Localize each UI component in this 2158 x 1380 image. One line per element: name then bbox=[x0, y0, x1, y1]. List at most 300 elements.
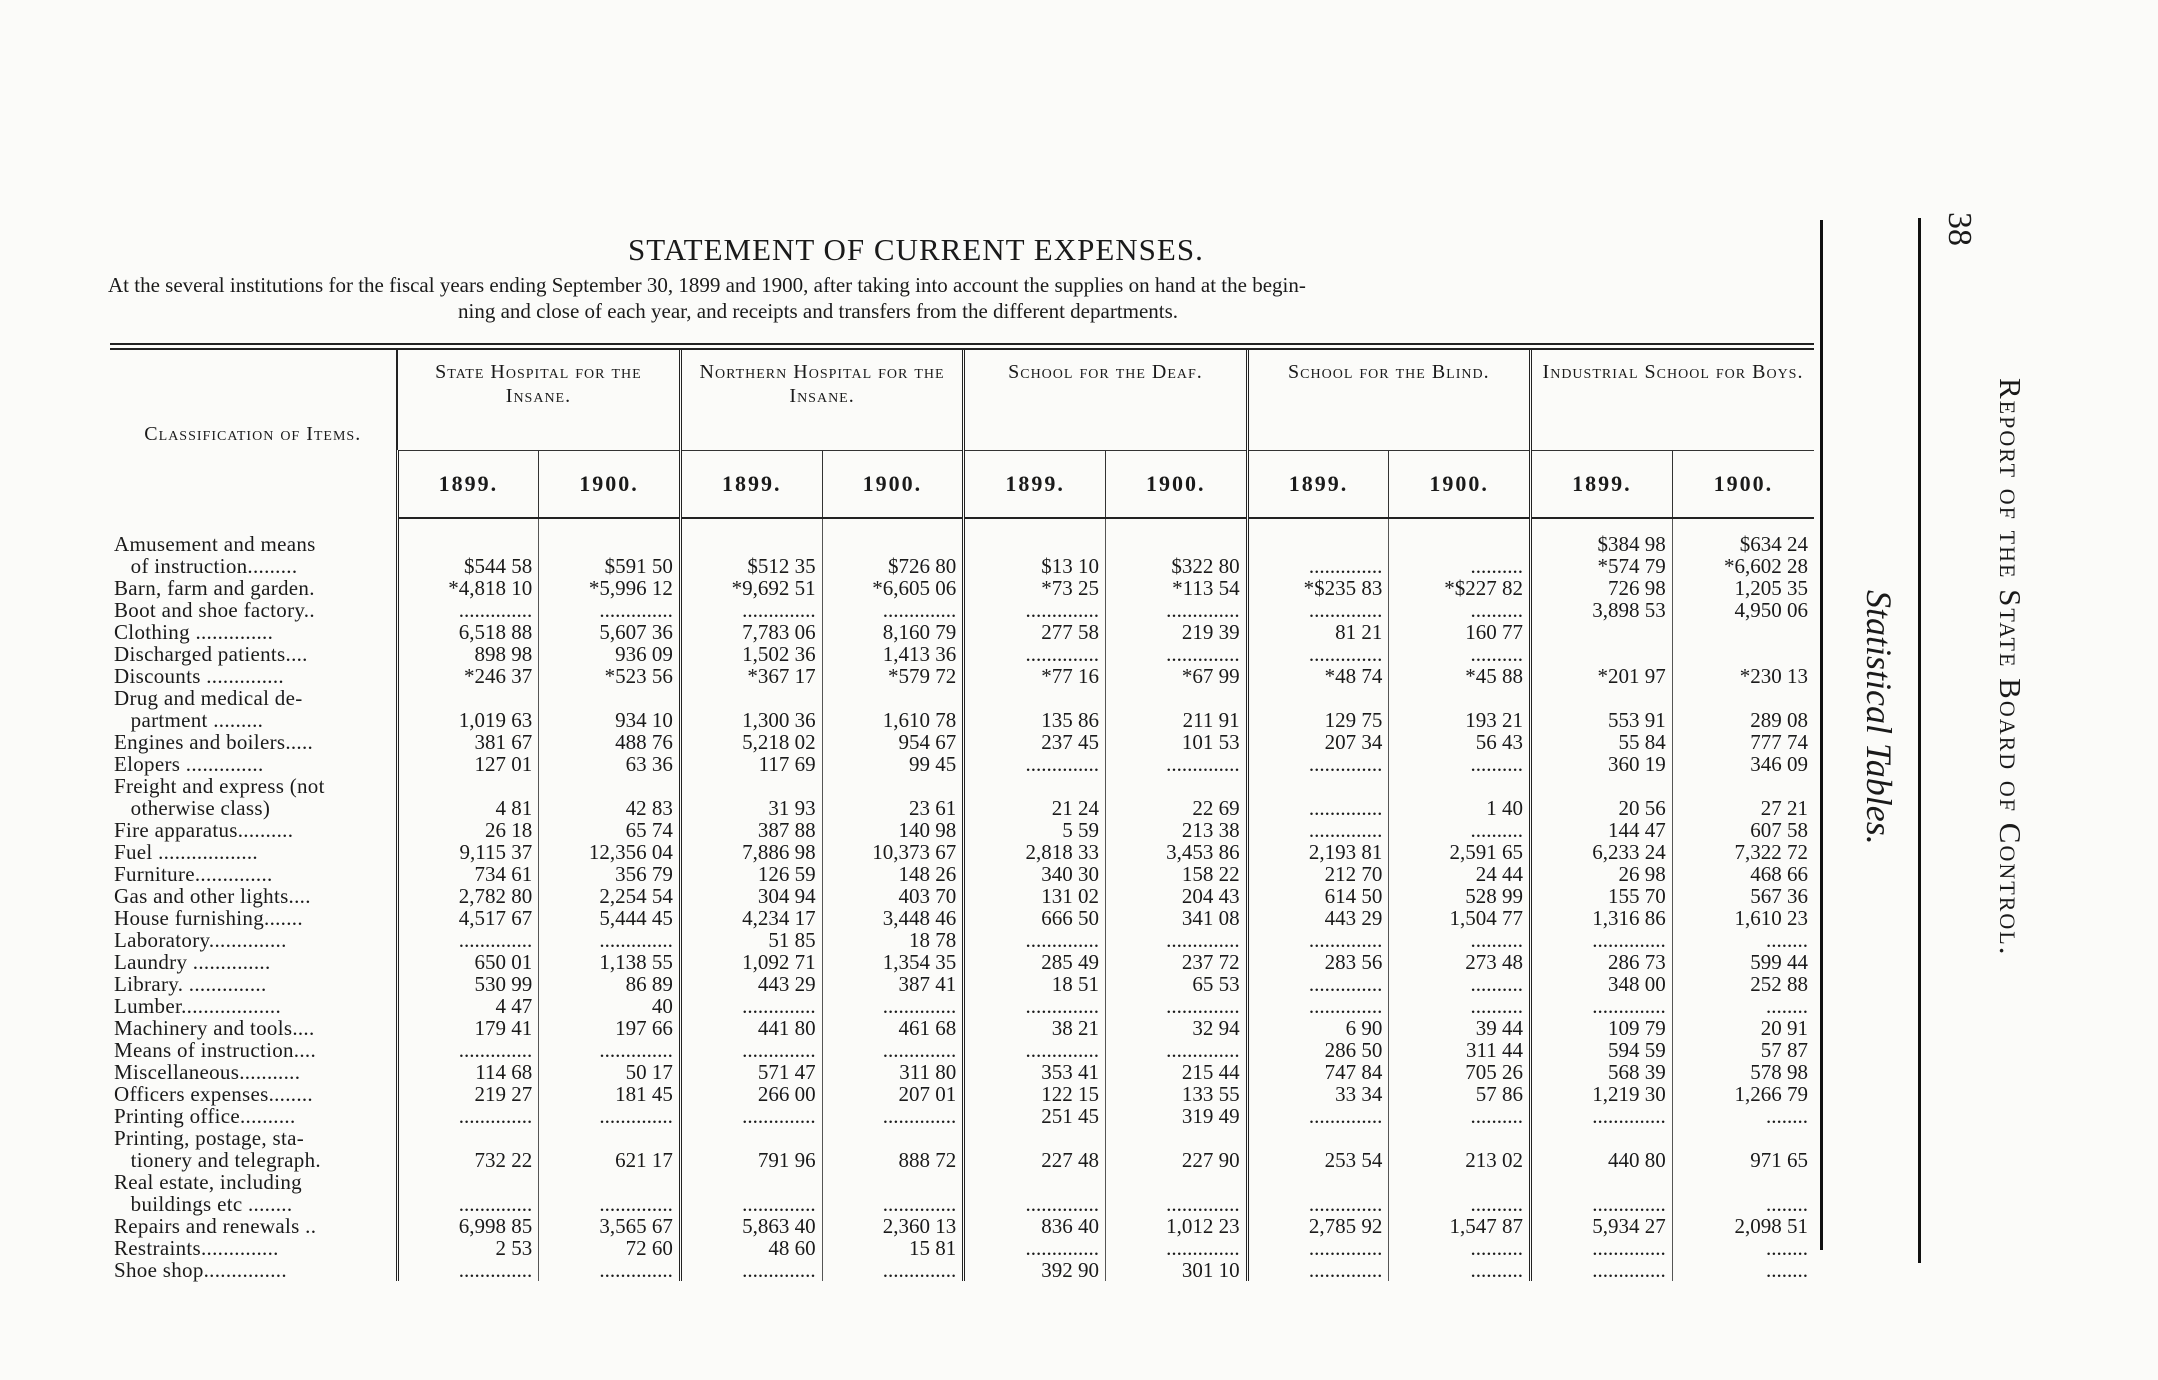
value-cell bbox=[1672, 621, 1814, 643]
table-row bbox=[110, 863, 1814, 885]
value-cell: 50 17 bbox=[539, 1061, 681, 1083]
value-cell: 109 79 bbox=[1531, 1017, 1673, 1039]
value-cell: 553 91 bbox=[1531, 709, 1673, 731]
value-cell: 971 65 bbox=[1672, 1149, 1814, 1171]
value-cell: 63 36 bbox=[539, 753, 681, 775]
value-cell bbox=[1531, 643, 1673, 665]
value-cell: 1,610 78 bbox=[822, 709, 964, 731]
value-cell: 732 22 bbox=[397, 1149, 539, 1171]
value-cell: 1,413 36 bbox=[822, 643, 964, 665]
row-label: Engines and boilers..... bbox=[114, 730, 314, 754]
value-cell: 2,098 51 bbox=[1672, 1215, 1814, 1237]
row-label: Miscellaneous........... bbox=[114, 1060, 301, 1084]
value-cell: 5,863 40 bbox=[680, 1215, 822, 1237]
value-cell bbox=[1672, 687, 1814, 709]
value-cell: 31 93 bbox=[680, 797, 822, 819]
value-cell: 10,373 67 bbox=[822, 841, 964, 863]
value-cell: 381 67 bbox=[397, 731, 539, 753]
value-cell bbox=[680, 775, 822, 797]
expenses-table bbox=[110, 350, 1814, 1281]
value-cell: ........ bbox=[1672, 995, 1814, 1017]
value-cell: .............. bbox=[1247, 1105, 1389, 1127]
value-cell: 888 72 bbox=[822, 1149, 964, 1171]
value-cell: .............. bbox=[1105, 643, 1247, 665]
value-cell: 461 68 bbox=[822, 1017, 964, 1039]
row-label: Furniture.............. bbox=[114, 862, 273, 886]
row-label: Amusement and means bbox=[114, 532, 316, 556]
value-cell: 127 01 bbox=[397, 753, 539, 775]
value-cell: 348 00 bbox=[1531, 973, 1673, 995]
year-header: 1899. bbox=[964, 451, 1106, 519]
table-row bbox=[110, 665, 1814, 687]
value-cell: 2,818 33 bbox=[964, 841, 1106, 863]
value-cell bbox=[539, 775, 681, 797]
value-cell: .............. bbox=[539, 1259, 681, 1281]
value-cell: 38 21 bbox=[964, 1017, 1106, 1039]
value-cell bbox=[1247, 687, 1389, 709]
row-label: Fuel .................. bbox=[114, 840, 258, 864]
value-cell: *77 16 bbox=[964, 665, 1106, 687]
value-cell: 20 91 bbox=[1672, 1017, 1814, 1039]
value-cell: 387 41 bbox=[822, 973, 964, 995]
value-cell: 4,234 17 bbox=[680, 907, 822, 929]
value-cell: .............. bbox=[1531, 929, 1673, 951]
value-cell: 1,547 87 bbox=[1389, 1215, 1531, 1237]
value-cell: 1,205 35 bbox=[1672, 577, 1814, 599]
table-row bbox=[110, 951, 1814, 973]
table-row bbox=[110, 1237, 1814, 1259]
value-cell: 57 87 bbox=[1672, 1039, 1814, 1061]
value-cell: 56 43 bbox=[1389, 731, 1531, 753]
value-cell: 468 66 bbox=[1672, 863, 1814, 885]
value-cell: 440 80 bbox=[1531, 1149, 1673, 1171]
value-cell: 403 70 bbox=[822, 885, 964, 907]
table-row bbox=[110, 1215, 1814, 1237]
value-cell: 39 44 bbox=[1389, 1017, 1531, 1039]
row-label: Repairs and renewals .. bbox=[114, 1214, 317, 1238]
value-cell: 227 48 bbox=[964, 1149, 1106, 1171]
value-cell: 1,610 23 bbox=[1672, 907, 1814, 929]
value-cell bbox=[1531, 1171, 1673, 1193]
value-cell: .............. bbox=[1105, 1193, 1247, 1215]
row-label: Boot and shoe factory.. bbox=[114, 598, 315, 622]
subtitle-line-2: ning and close of each year, and receipts and transfers from the different departments. bbox=[458, 299, 1179, 323]
row-label: Barn, farm and garden. bbox=[114, 576, 315, 600]
value-cell: ........ bbox=[1672, 1193, 1814, 1215]
value-cell bbox=[1389, 687, 1531, 709]
value-cell: *4,818 10 bbox=[397, 577, 539, 599]
value-cell: 304 94 bbox=[680, 885, 822, 907]
value-cell: .......... bbox=[1389, 1105, 1531, 1127]
value-cell: 301 10 bbox=[1105, 1259, 1247, 1281]
value-cell: .............. bbox=[1531, 1105, 1673, 1127]
table-row bbox=[110, 907, 1814, 929]
value-cell: .............. bbox=[539, 599, 681, 621]
value-cell: 57 86 bbox=[1389, 1083, 1531, 1105]
table-row bbox=[110, 643, 1814, 665]
row-label: Shoe shop............... bbox=[114, 1258, 287, 1282]
value-cell bbox=[1105, 775, 1247, 797]
table-row bbox=[110, 753, 1814, 775]
value-cell: 215 44 bbox=[1105, 1061, 1247, 1083]
table-row bbox=[110, 731, 1814, 753]
value-cell: 747 84 bbox=[1247, 1061, 1389, 1083]
value-cell: *73 25 bbox=[964, 577, 1106, 599]
value-cell: 934 10 bbox=[539, 709, 681, 731]
value-cell: 2 53 bbox=[397, 1237, 539, 1259]
value-cell: 117 69 bbox=[680, 753, 822, 775]
row-label: otherwise class) bbox=[114, 796, 271, 820]
row-label: Freight and express (not bbox=[114, 774, 325, 798]
value-cell: 705 26 bbox=[1389, 1061, 1531, 1083]
value-cell: .............. bbox=[397, 1039, 539, 1061]
value-cell bbox=[397, 1127, 539, 1149]
value-cell: .............. bbox=[1105, 1039, 1247, 1061]
value-cell: *367 17 bbox=[680, 665, 822, 687]
page-title: STATEMENT OF CURRENT EXPENSES. bbox=[628, 232, 1204, 267]
value-cell: 42 83 bbox=[539, 797, 681, 819]
value-cell: $726 80 bbox=[822, 555, 964, 577]
value-cell: ........ bbox=[1672, 1105, 1814, 1127]
value-cell: 181 45 bbox=[539, 1083, 681, 1105]
value-cell bbox=[822, 1127, 964, 1149]
value-cell bbox=[1247, 775, 1389, 797]
value-cell: 26 98 bbox=[1531, 863, 1673, 885]
value-cell: 283 56 bbox=[1247, 951, 1389, 973]
value-cell: ........ bbox=[1672, 1237, 1814, 1259]
value-cell: .............. bbox=[964, 753, 1106, 775]
table-row bbox=[110, 577, 1814, 599]
value-cell: .......... bbox=[1389, 973, 1531, 995]
value-cell: 2,360 13 bbox=[822, 1215, 964, 1237]
value-cell: 530 99 bbox=[397, 973, 539, 995]
outer-border-rule bbox=[1918, 218, 1921, 1263]
value-cell: 7,886 98 bbox=[680, 841, 822, 863]
value-cell: .......... bbox=[1389, 1237, 1531, 1259]
value-cell: 2,254 54 bbox=[539, 885, 681, 907]
row-label: Clothing .............. bbox=[114, 620, 274, 644]
value-cell: 5,218 02 bbox=[680, 731, 822, 753]
value-cell: 777 74 bbox=[1672, 731, 1814, 753]
value-cell: .............. bbox=[1105, 599, 1247, 621]
table-row bbox=[110, 797, 1814, 819]
value-cell: 26 18 bbox=[397, 819, 539, 841]
row-label: tionery and telegraph. bbox=[114, 1148, 321, 1172]
value-cell bbox=[1247, 1127, 1389, 1149]
value-cell: 133 55 bbox=[1105, 1083, 1247, 1105]
value-cell: 7,322 72 bbox=[1672, 841, 1814, 863]
value-cell: .............. bbox=[539, 1105, 681, 1127]
value-cell: 207 34 bbox=[1247, 731, 1389, 753]
row-label: Laboratory.............. bbox=[114, 928, 287, 952]
value-cell: 33 34 bbox=[1247, 1083, 1389, 1105]
value-cell: 1 40 bbox=[1389, 797, 1531, 819]
value-cell: .............. bbox=[1247, 753, 1389, 775]
value-cell: .............. bbox=[397, 929, 539, 951]
value-cell: 392 90 bbox=[964, 1259, 1106, 1281]
value-cell: 237 72 bbox=[1105, 951, 1247, 973]
value-cell: 227 90 bbox=[1105, 1149, 1247, 1171]
row-label: Real estate, including bbox=[114, 1170, 302, 1194]
value-cell: 65 74 bbox=[539, 819, 681, 841]
value-cell: 179 41 bbox=[397, 1017, 539, 1039]
value-cell: $384 98 bbox=[1531, 518, 1673, 555]
value-cell: .............. bbox=[1247, 643, 1389, 665]
value-cell bbox=[964, 687, 1106, 709]
row-label: Gas and other lights.... bbox=[114, 884, 311, 908]
table-row bbox=[110, 995, 1814, 1017]
value-cell: 212 70 bbox=[1247, 863, 1389, 885]
value-cell: *230 13 bbox=[1672, 665, 1814, 687]
table-row bbox=[110, 1017, 1814, 1039]
row-label: Discharged patients.... bbox=[114, 642, 308, 666]
value-cell: .............. bbox=[1247, 797, 1389, 819]
value-cell: 836 40 bbox=[964, 1215, 1106, 1237]
value-cell bbox=[822, 1171, 964, 1193]
value-cell: 21 24 bbox=[964, 797, 1106, 819]
value-cell: 1,012 23 bbox=[1105, 1215, 1247, 1237]
value-cell bbox=[1531, 1127, 1673, 1149]
value-cell: *45 88 bbox=[1389, 665, 1531, 687]
value-cell: 341 08 bbox=[1105, 907, 1247, 929]
row-label: Discounts .............. bbox=[114, 664, 284, 688]
year-header: 1900. bbox=[539, 451, 681, 519]
value-cell: 65 53 bbox=[1105, 973, 1247, 995]
value-cell bbox=[822, 518, 964, 555]
value-cell: 5,934 27 bbox=[1531, 1215, 1673, 1237]
value-cell: *201 97 bbox=[1531, 665, 1673, 687]
value-cell: .............. bbox=[1531, 995, 1673, 1017]
value-cell: 1,266 79 bbox=[1672, 1083, 1814, 1105]
value-cell bbox=[1531, 687, 1673, 709]
value-cell: 340 30 bbox=[964, 863, 1106, 885]
value-cell bbox=[397, 518, 539, 555]
value-cell: .............. bbox=[1531, 1237, 1673, 1259]
institution-header: Northern Hospital for the Insane. bbox=[680, 350, 963, 451]
value-cell: .............. bbox=[822, 1193, 964, 1215]
value-cell: 1,092 71 bbox=[680, 951, 822, 973]
value-cell: 4 81 bbox=[397, 797, 539, 819]
value-cell: .............. bbox=[1247, 819, 1389, 841]
value-cell: 2,785 92 bbox=[1247, 1215, 1389, 1237]
value-cell bbox=[1672, 1127, 1814, 1149]
value-cell: 5 59 bbox=[964, 819, 1106, 841]
table-row bbox=[110, 1171, 1814, 1193]
table-row bbox=[110, 1127, 1814, 1149]
value-cell: 23 61 bbox=[822, 797, 964, 819]
row-label: House furnishing....... bbox=[114, 906, 303, 930]
value-cell: $512 35 bbox=[680, 555, 822, 577]
year-header: 1899. bbox=[397, 451, 539, 519]
value-cell: 207 01 bbox=[822, 1083, 964, 1105]
value-cell: .............. bbox=[1247, 599, 1389, 621]
value-cell: 40 bbox=[539, 995, 681, 1017]
value-cell: 286 73 bbox=[1531, 951, 1673, 973]
value-cell bbox=[1105, 687, 1247, 709]
value-cell: 126 59 bbox=[680, 863, 822, 885]
value-cell: .............. bbox=[1247, 995, 1389, 1017]
row-label: Elopers .............. bbox=[114, 752, 264, 776]
value-cell: 1,504 77 bbox=[1389, 907, 1531, 929]
value-cell: .............. bbox=[964, 995, 1106, 1017]
value-cell: .............. bbox=[1105, 929, 1247, 951]
value-cell bbox=[1389, 1127, 1531, 1149]
value-cell bbox=[1672, 1171, 1814, 1193]
value-cell: .............. bbox=[539, 1039, 681, 1061]
value-cell: 219 39 bbox=[1105, 621, 1247, 643]
value-cell: 1,502 36 bbox=[680, 643, 822, 665]
value-cell: $13 10 bbox=[964, 555, 1106, 577]
table-row bbox=[110, 1259, 1814, 1281]
value-cell: .............. bbox=[964, 643, 1106, 665]
value-cell: 285 49 bbox=[964, 951, 1106, 973]
row-label: Fire apparatus.......... bbox=[114, 818, 294, 842]
value-cell: 4 47 bbox=[397, 995, 539, 1017]
value-cell: *113 54 bbox=[1105, 577, 1247, 599]
header-double-rule-top bbox=[110, 343, 1814, 345]
year-header: 1899. bbox=[680, 451, 822, 519]
value-cell: 791 96 bbox=[680, 1149, 822, 1171]
value-cell: .............. bbox=[1247, 1237, 1389, 1259]
value-cell: 9,115 37 bbox=[397, 841, 539, 863]
value-cell: 578 98 bbox=[1672, 1061, 1814, 1083]
value-cell: 443 29 bbox=[680, 973, 822, 995]
value-cell bbox=[1105, 1127, 1247, 1149]
value-cell: ........ bbox=[1672, 929, 1814, 951]
table-row bbox=[110, 775, 1814, 797]
side-title: Statistical Tables. bbox=[1859, 590, 1899, 845]
institution-header: Industrial School for Boys. bbox=[1531, 350, 1814, 451]
value-cell: .............. bbox=[680, 1259, 822, 1281]
value-cell: 51 85 bbox=[680, 929, 822, 951]
value-cell: 86 89 bbox=[539, 973, 681, 995]
value-cell: .......... bbox=[1389, 555, 1531, 577]
value-cell bbox=[539, 687, 681, 709]
value-cell: 155 70 bbox=[1531, 885, 1673, 907]
value-cell: .............. bbox=[539, 929, 681, 951]
value-cell: 158 22 bbox=[1105, 863, 1247, 885]
value-cell: 32 94 bbox=[1105, 1017, 1247, 1039]
value-cell: 18 51 bbox=[964, 973, 1106, 995]
value-cell: 99 45 bbox=[822, 753, 964, 775]
value-cell: 55 84 bbox=[1531, 731, 1673, 753]
value-cell: .......... bbox=[1389, 819, 1531, 841]
value-cell: 4,517 67 bbox=[397, 907, 539, 929]
table-row bbox=[110, 621, 1814, 643]
value-cell: .............. bbox=[964, 1193, 1106, 1215]
value-cell: .............. bbox=[1247, 929, 1389, 951]
value-cell: $544 58 bbox=[397, 555, 539, 577]
value-cell: 20 56 bbox=[1531, 797, 1673, 819]
year-header: 1899. bbox=[1531, 451, 1673, 519]
table-row bbox=[110, 1083, 1814, 1105]
value-cell bbox=[397, 1171, 539, 1193]
value-cell bbox=[1105, 1171, 1247, 1193]
value-cell: 3,898 53 bbox=[1531, 599, 1673, 621]
value-cell: 1,138 55 bbox=[539, 951, 681, 973]
value-cell: 7,783 06 bbox=[680, 621, 822, 643]
value-cell: 129 75 bbox=[1247, 709, 1389, 731]
value-cell: 140 98 bbox=[822, 819, 964, 841]
value-cell: $322 80 bbox=[1105, 555, 1247, 577]
subtitle-line-1: At the several institutions for the fiscal years ending September 30, 1899 and 1900, after taking into account the supplies on hand at the begin- bbox=[108, 273, 1306, 297]
value-cell bbox=[680, 687, 822, 709]
value-cell: 441 80 bbox=[680, 1017, 822, 1039]
value-cell bbox=[539, 1171, 681, 1193]
row-label: of instruction......... bbox=[114, 554, 298, 578]
value-cell: 6 90 bbox=[1247, 1017, 1389, 1039]
value-cell: *67 99 bbox=[1105, 665, 1247, 687]
value-cell: 27 21 bbox=[1672, 797, 1814, 819]
value-cell bbox=[1531, 621, 1673, 643]
table-row bbox=[110, 599, 1814, 621]
value-cell: 1,354 35 bbox=[822, 951, 964, 973]
year-header: 1900. bbox=[822, 451, 964, 519]
value-cell: 528 99 bbox=[1389, 885, 1531, 907]
row-label: Drug and medical de- bbox=[114, 686, 303, 710]
value-cell bbox=[539, 1127, 681, 1149]
value-cell: 3,453 86 bbox=[1105, 841, 1247, 863]
value-cell: 311 80 bbox=[822, 1061, 964, 1083]
value-cell: 252 88 bbox=[1672, 973, 1814, 995]
right-border-rule bbox=[1820, 220, 1823, 1250]
value-cell: 8,160 79 bbox=[822, 621, 964, 643]
value-cell: 346 09 bbox=[1672, 753, 1814, 775]
value-cell: 571 47 bbox=[680, 1061, 822, 1083]
value-cell: 131 02 bbox=[964, 885, 1106, 907]
subtitle bbox=[108, 272, 1808, 324]
value-cell: $634 24 bbox=[1672, 518, 1814, 555]
value-cell: 954 67 bbox=[822, 731, 964, 753]
value-cell: 6,518 88 bbox=[397, 621, 539, 643]
value-cell: *246 37 bbox=[397, 665, 539, 687]
value-cell: 3,565 67 bbox=[539, 1215, 681, 1237]
value-cell: 213 38 bbox=[1105, 819, 1247, 841]
value-cell: *6,605 06 bbox=[822, 577, 964, 599]
table-row bbox=[110, 885, 1814, 907]
value-cell: *579 72 bbox=[822, 665, 964, 687]
row-label: Restraints.............. bbox=[114, 1236, 279, 1260]
value-cell: .............. bbox=[397, 1105, 539, 1127]
value-cell bbox=[680, 1171, 822, 1193]
year-header: 1900. bbox=[1389, 451, 1531, 519]
value-cell: 6,233 24 bbox=[1531, 841, 1673, 863]
value-cell: ........ bbox=[1672, 1259, 1814, 1281]
value-cell bbox=[1672, 643, 1814, 665]
value-cell: 253 54 bbox=[1247, 1149, 1389, 1171]
row-label: Means of instruction.... bbox=[114, 1038, 317, 1062]
value-cell: .............. bbox=[1247, 1193, 1389, 1215]
value-cell: .............. bbox=[1105, 995, 1247, 1017]
value-cell bbox=[1247, 1171, 1389, 1193]
table-body bbox=[110, 518, 1814, 1281]
value-cell: .............. bbox=[680, 1193, 822, 1215]
value-cell: .............. bbox=[964, 929, 1106, 951]
value-cell: .............. bbox=[1247, 973, 1389, 995]
value-cell: .............. bbox=[822, 1105, 964, 1127]
value-cell: .............. bbox=[680, 995, 822, 1017]
value-cell bbox=[397, 775, 539, 797]
value-cell bbox=[539, 518, 681, 555]
value-cell: .............. bbox=[680, 1039, 822, 1061]
value-cell: 81 21 bbox=[1247, 621, 1389, 643]
table-row bbox=[110, 1149, 1814, 1171]
value-cell bbox=[1247, 518, 1389, 555]
value-cell: 2,591 65 bbox=[1389, 841, 1531, 863]
value-cell: *6,602 28 bbox=[1672, 555, 1814, 577]
value-cell: 144 47 bbox=[1531, 819, 1673, 841]
value-cell: *523 56 bbox=[539, 665, 681, 687]
